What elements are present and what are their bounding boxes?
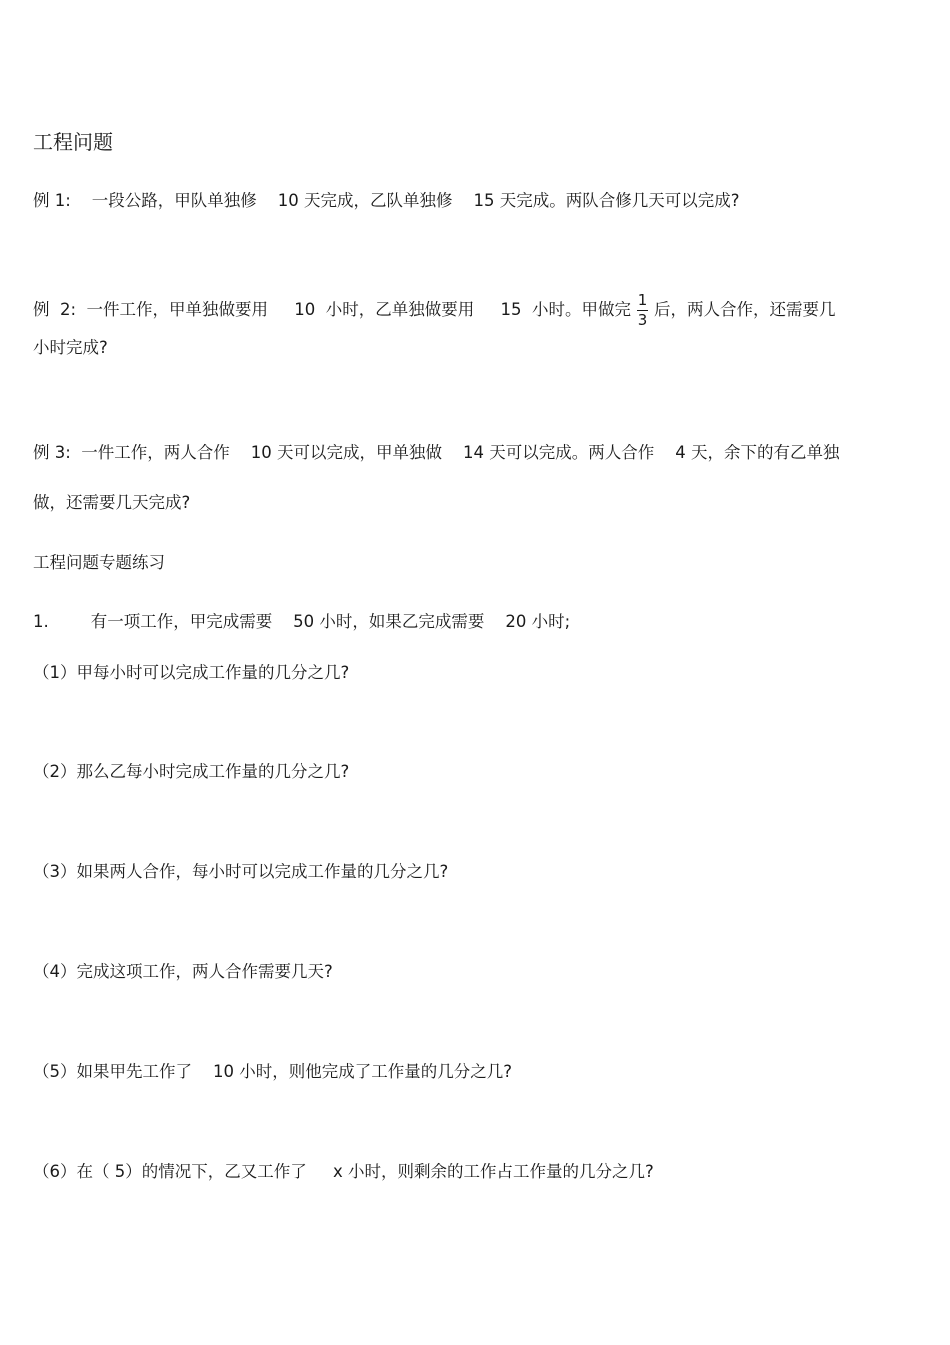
question-5: （5）如果甲先工作了 10 小时，则他完成了工作量的几分之几? [33,1062,512,1081]
exercise-1: 1. 有一项工作，甲完成需要 50 小时，如果乙完成需要 20 小时; [33,612,571,631]
question-2: （2）那么乙每小时完成工作量的几分之几? [33,762,350,781]
question-3: （3）如果两人合作，每小时可以完成工作量的几分之几? [33,862,449,881]
example-2-line-2: 小时完成? [33,338,108,357]
example-2-text-before: 例 2: 一件工作，甲单独做要用 10 小时，乙单独做要用 15 小时。甲做完 [33,300,631,319]
fraction-one-third [637,292,648,329]
question-1: （1）甲每小时可以完成工作量的几分之几? [33,663,350,682]
fraction-denominator: 3 [637,311,648,329]
example-2-line-1 [33,292,835,329]
example-2-text-after: 后，两人合作，还需要几 [653,300,836,319]
page-title: 工程问题 [33,130,113,154]
example-1: 例 1: 一段公路，甲队单独修 10 天完成，乙队单独修 15 天完成。两队合修几天可以完成? [33,191,740,210]
question-6: （6）在（ 5）的情况下，乙又工作了 x 小时，则剩余的工作占工作量的几分之几? [33,1162,654,1181]
example-3-line-2: 做，还需要几天完成? [33,493,191,512]
section-title: 工程问题专题练习 [33,553,165,572]
fraction-numerator: 1 [637,291,648,309]
question-4: （4）完成这项工作，两人合作需要几天? [33,962,333,981]
example-3-line-1: 例 3: 一件工作，两人合作 10 天可以完成，甲单独做 14 天可以完成。两人合作 4 天，余下的有乙单独 [33,443,840,462]
